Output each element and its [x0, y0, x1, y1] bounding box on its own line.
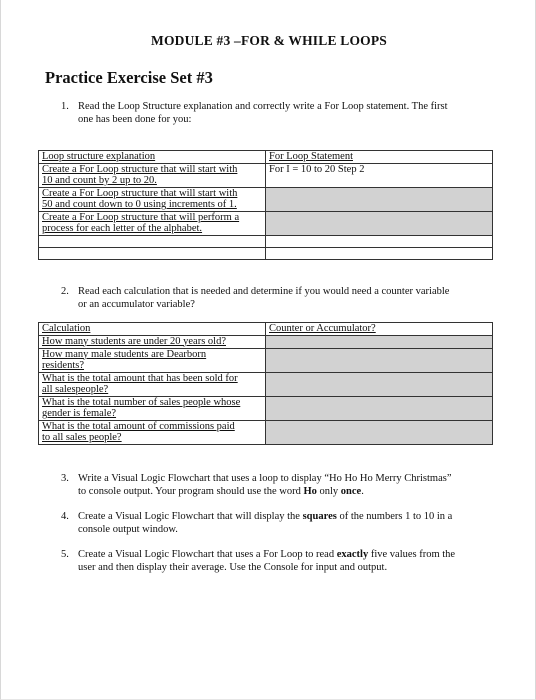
- answer-cell[interactable]: For I = 10 to 20 Step 2: [266, 163, 493, 187]
- table-header-calculation: Calculation: [39, 323, 266, 336]
- table-row: [39, 211, 493, 235]
- question-1: [61, 100, 501, 128]
- answer-cell[interactable]: [266, 187, 493, 211]
- question-text-line: one has been done for you:: [78, 114, 192, 125]
- empty-cell: [39, 235, 266, 247]
- table-row: [39, 348, 493, 372]
- table-row: [39, 420, 493, 444]
- table-cell: How many male students are Dearborn residents?: [39, 348, 266, 372]
- question-text-line: user and then display their average. Use the Console for input and output.: [78, 562, 388, 573]
- answer-cell[interactable]: [266, 372, 493, 396]
- answer-cell[interactable]: [266, 420, 493, 444]
- table-row: [39, 396, 493, 420]
- module-title: MODULE #3 –FOR & WHILE LOOPS: [151, 33, 387, 48]
- table-cell: How many students are under 20 years old?: [39, 335, 266, 348]
- question-text-line: Create a Visual Logic Flowchart that uses a For Loop to read exactly five values from the: [78, 549, 456, 560]
- question-3: [61, 472, 501, 500]
- table-header-statement: For Loop Statement: [266, 151, 493, 164]
- question-5: [61, 548, 501, 576]
- question-text-line: Write a Visual Logic Flowchart that uses a loop to display “Ho Ho Ho Merry Christmas”: [78, 473, 452, 484]
- table-cell: What is the total number of sales people whose gender is female?: [39, 396, 266, 420]
- question-number: 2.: [61, 286, 69, 297]
- question-4: [61, 510, 501, 538]
- answer-cell[interactable]: [266, 211, 493, 235]
- table-cell: What is the total amount that has been sold for all salespeople?: [39, 372, 266, 396]
- empty-cell: [39, 247, 266, 259]
- answer-cell[interactable]: [266, 235, 493, 247]
- answer-cell[interactable]: [266, 247, 493, 259]
- question-number: 3.: [61, 473, 69, 484]
- exercise-set-title: Practice Exercise Set #3: [45, 68, 213, 87]
- answer-cell[interactable]: [266, 348, 493, 372]
- question-text-line: or an accumulator variable?: [78, 299, 195, 310]
- question-2: [61, 285, 501, 313]
- question-number: 1.: [61, 101, 69, 112]
- calculation-table: [38, 322, 493, 445]
- question-text-line: Read the Loop Structure explanation and correctly write a For Loop statement. The first: [78, 101, 448, 112]
- question-number: 5.: [61, 549, 69, 560]
- table-row: [39, 372, 493, 396]
- answer-cell[interactable]: [266, 396, 493, 420]
- table-row: [39, 187, 493, 211]
- table-header-counter-accumulator: Counter or Accumulator?: [266, 323, 493, 336]
- table-row: [39, 335, 493, 348]
- answer-cell[interactable]: [266, 335, 493, 348]
- loop-structure-table: [38, 150, 493, 260]
- table-row: [39, 163, 493, 187]
- question-text-line: to console output. Your program should use the word Ho only once.: [78, 486, 364, 497]
- table-cell: Create a For Loop structure that will perform a process for each letter of the alphabet.: [39, 211, 266, 235]
- question-text-line: console output window.: [78, 524, 178, 535]
- table-header-explanation: Loop structure explanation: [39, 151, 266, 164]
- question-text-line: Create a Visual Logic Flowchart that will display the squares of the numbers 1 to 10 in a: [78, 511, 453, 522]
- table-row: [39, 247, 493, 259]
- table-row: [39, 235, 493, 247]
- table-cell: What is the total amount of commissions paid to all sales people?: [39, 420, 266, 444]
- question-text-line: Read each calculation that is needed and determine if you would need a counter variable: [78, 286, 450, 297]
- question-number: 4.: [61, 511, 69, 522]
- table-cell: Create a For Loop structure that will start with 50 and count down to 0 using increments of 1.: [39, 187, 266, 211]
- table-cell: Create a For Loop structure that will start with 10 and count by 2 up to 20.: [39, 163, 266, 187]
